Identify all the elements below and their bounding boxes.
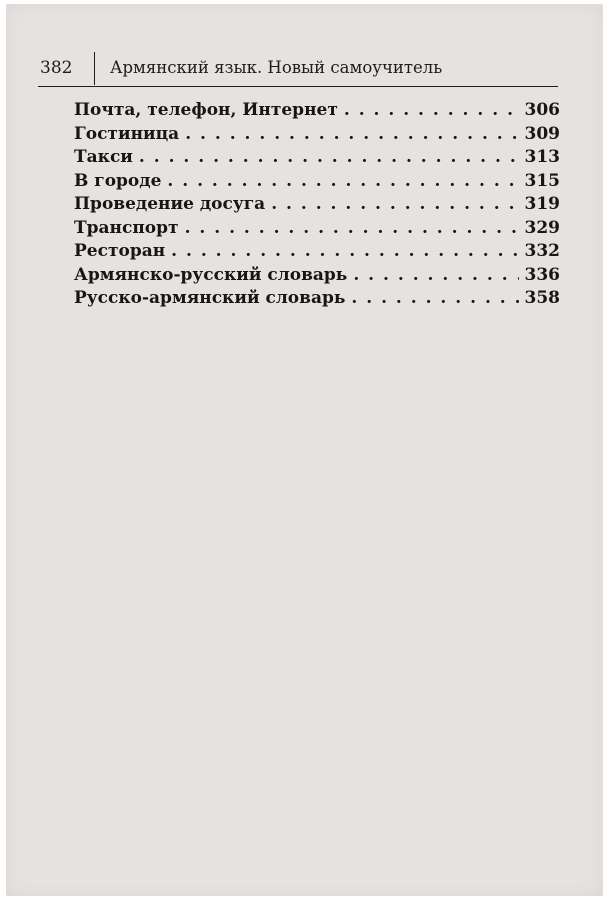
toc-dot-leader (271, 194, 518, 214)
toc-entry-title: Гостиница (74, 123, 180, 144)
book-title: Армянский язык. Новый самоучитель (110, 58, 443, 77)
page-number: 382 (40, 58, 73, 78)
toc-entry (74, 218, 560, 242)
toc-entry (74, 124, 560, 148)
toc-entry (74, 265, 560, 289)
toc-dot-leader (185, 218, 519, 238)
table-of-contents (74, 100, 560, 312)
toc-entry-page: 329 (524, 217, 560, 238)
toc-dot-leader (351, 288, 518, 308)
toc-entry (74, 100, 560, 124)
toc-entry-page: 306 (524, 100, 560, 120)
toc-entry (74, 288, 560, 312)
toc-dot-leader (344, 100, 519, 120)
toc-entry (74, 241, 560, 265)
toc-entry-title: Проведение досуга (74, 194, 266, 214)
running-header (38, 52, 558, 87)
toc-entry-title: Такси (74, 147, 133, 167)
toc-dot-leader (353, 265, 518, 285)
toc-entry-title: Русско-армянский словарь (74, 288, 346, 308)
toc-entry-title: Почта, телефон, Интернет (74, 100, 338, 120)
toc-entry-page: 336 (524, 264, 560, 285)
toc-entry-page: 309 (524, 123, 560, 144)
toc-entry-title: Армянско-русский словарь (74, 264, 348, 285)
header-divider (94, 52, 95, 85)
toc-entry (74, 194, 560, 218)
book-page (6, 4, 603, 896)
toc-dot-leader (171, 241, 518, 261)
toc-entry (74, 147, 560, 171)
toc-entry-title: В городе (74, 170, 162, 191)
toc-entry-page: 319 (524, 194, 560, 214)
toc-dot-leader (185, 124, 518, 144)
toc-entry-page: 313 (524, 147, 560, 167)
toc-entry (74, 171, 560, 195)
toc-entry-page: 332 (524, 241, 560, 261)
toc-dot-leader (139, 147, 519, 167)
toc-entry-page: 358 (524, 288, 560, 308)
toc-dot-leader (167, 171, 518, 191)
toc-entry-page: 315 (524, 170, 560, 191)
toc-entry-title: Ресторан (74, 241, 166, 261)
toc-entry-title: Транспорт (74, 217, 179, 238)
